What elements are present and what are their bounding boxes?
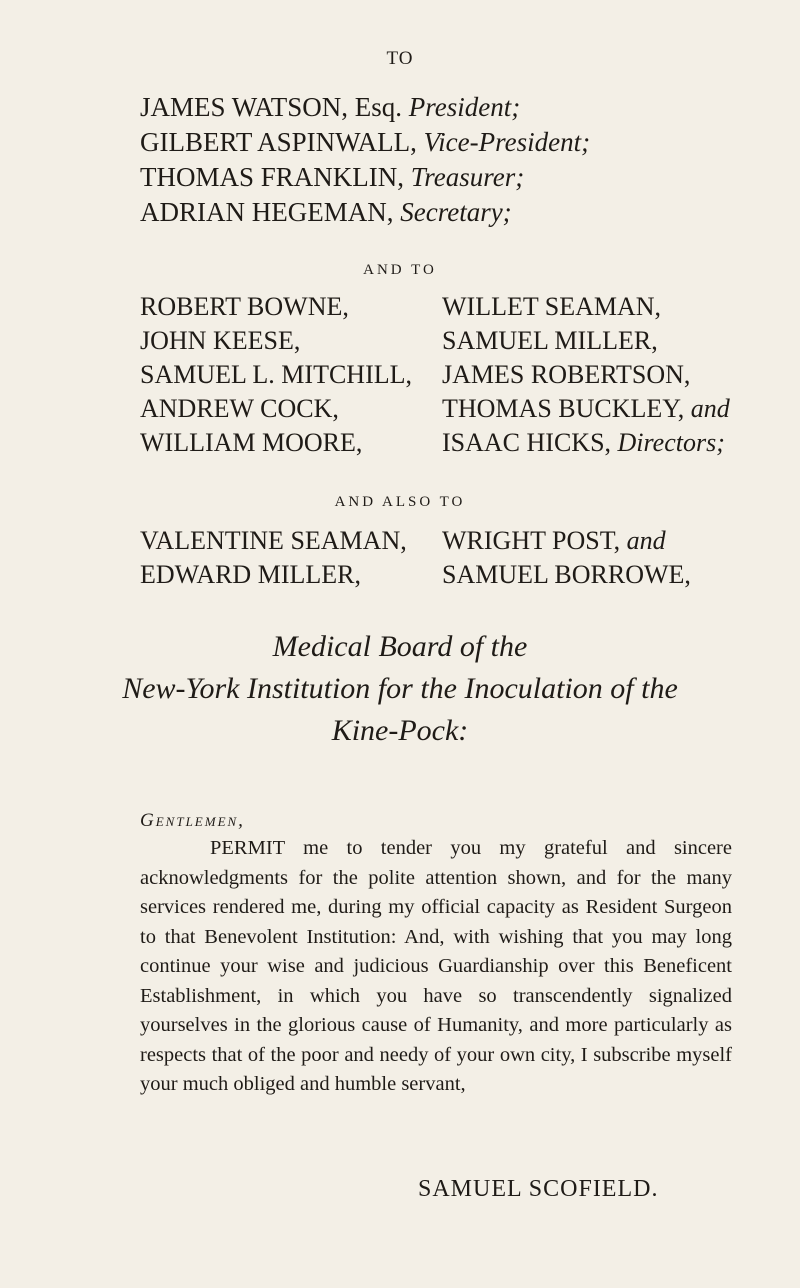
- directors-right-column: [442, 290, 730, 460]
- director-line: [442, 426, 730, 460]
- director-name: WILLET SEAMAN,: [442, 292, 662, 321]
- officer-line: [140, 125, 590, 159]
- officer-name: ADRIAN HEGEMAN,: [140, 197, 394, 227]
- board-title-line: New-York Institution for the Inoculation of the: [122, 672, 678, 705]
- directors-left-column: [140, 290, 412, 460]
- officer-role: Secretary;: [400, 197, 512, 227]
- medical-name: WRIGHT POST,: [442, 526, 621, 555]
- officer-line: [140, 160, 524, 194]
- director-line: [442, 392, 730, 426]
- and-to: AND TO: [363, 262, 437, 278]
- director-line: [442, 290, 730, 324]
- officer-line: [140, 90, 520, 124]
- director-suffix: and: [690, 394, 730, 423]
- medical-line: [442, 558, 691, 592]
- director-name: ISAAC HICKS,: [442, 428, 612, 457]
- director-suffix: Directors;: [617, 428, 725, 457]
- signature: SAMUEL SCOFIELD.: [418, 1176, 659, 1202]
- director-line: [442, 358, 730, 392]
- medical-suffix: and: [626, 526, 666, 555]
- medical-left-column: [140, 524, 407, 592]
- heading-to: TO: [386, 48, 414, 69]
- medical-name: VALENTINE SEAMAN,: [140, 526, 407, 555]
- medical-right-column: [442, 524, 691, 592]
- officer-name: THOMAS FRANKLIN,: [140, 162, 405, 192]
- medical-line: [442, 524, 691, 558]
- director-name: ANDREW COCK,: [140, 394, 339, 423]
- officer-name: GILBERT ASPINWALL,: [140, 127, 417, 157]
- officer-role: President;: [408, 92, 521, 122]
- medical-name: SAMUEL BORROWE,: [442, 560, 691, 589]
- director-name: SAMUEL L. MITCHILL,: [140, 360, 413, 389]
- director-name: JAMES ROBERTSON,: [442, 360, 691, 389]
- and-also-to: AND ALSO TO: [334, 494, 466, 510]
- officer-role: Vice-President;: [423, 127, 591, 157]
- medical-name: EDWARD MILLER,: [140, 560, 361, 589]
- director-line: [442, 324, 730, 358]
- salutation: Gentlemen,: [140, 810, 245, 831]
- director-name: WILLIAM MOORE,: [140, 428, 363, 457]
- board-title-line: Medical Board of the: [272, 630, 528, 663]
- officer-name: JAMES WATSON, Esq.: [140, 92, 403, 122]
- officer-role: Treasurer;: [410, 162, 525, 192]
- director-name: SAMUEL MILLER,: [442, 326, 658, 355]
- officer-line: [140, 195, 512, 229]
- director-name: THOMAS BUCKLEY,: [442, 394, 685, 423]
- director-name: JOHN KEESE,: [140, 326, 301, 355]
- letter-body: PERMIT me to tender you my grateful and sincere acknowledgments for the polite attention shown, and for the many services rendered me, during my official capacity as Resident Surgeon to that Benevolent Institution: And, with wishing that you may long continue your wise and judicious Guardianship over this Beneficent Establishment, in which you have so transcendently signalized yourselves in the glorious cause of Humanity, and more particularly as respects that of the poor and needy of your own city, I subscribe myself your much obliged and humble servant,: [140, 837, 732, 1095]
- board-title-line: Kine-Pock:: [331, 714, 469, 747]
- director-name: ROBERT BOWNE,: [140, 292, 349, 321]
